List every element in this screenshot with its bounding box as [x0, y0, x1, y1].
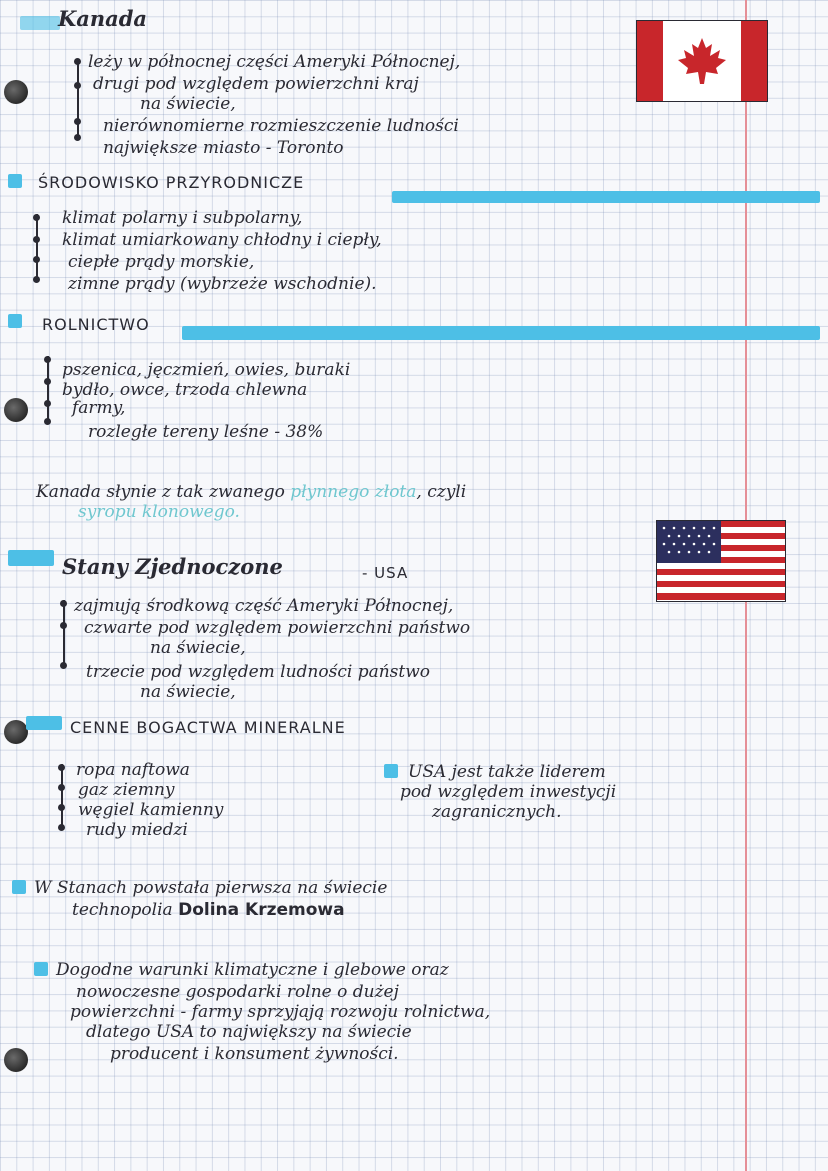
bullet [44, 378, 51, 385]
minerals-heading: CENNE BOGACTWA MINERALNE [70, 718, 346, 737]
bullet [58, 764, 65, 771]
punch-hole [4, 398, 28, 422]
section-marker [12, 880, 26, 894]
mineral-item: gaz ziemny [78, 780, 175, 800]
canada-line: nierównomierne rozmieszczenie ludności [103, 116, 459, 136]
agriculture-line: farmy, [72, 398, 126, 418]
agriculture-line: pszenica, jęczmień, owies, buraki [62, 360, 351, 380]
section-marker [8, 314, 22, 328]
bullet [44, 400, 51, 407]
environment-line: ciepłe prądy morskie, [68, 252, 255, 272]
bullet [44, 356, 51, 363]
bullet [33, 214, 40, 221]
heading-highlight [26, 716, 62, 730]
usa-line: na świecie, [140, 682, 236, 702]
bullet [58, 824, 65, 831]
agriculture-line: rozległe tereny leśne - 38% [88, 422, 324, 442]
syrup-line: syropu klonowego. [78, 502, 240, 522]
section-marker [8, 174, 22, 188]
silicon-text: technopolia [72, 900, 173, 920]
usa-line: zajmują środkową część Ameryki Północnej, [74, 596, 454, 616]
bullet [74, 58, 81, 65]
minerals-note: zagranicznych. [432, 802, 562, 822]
silicon-line [72, 902, 345, 919]
syrup-text: , czyli [416, 482, 467, 502]
silicon-line: W Stanach powstała pierwsza na świecie [34, 878, 388, 898]
minerals-note: USA jest także liderem [408, 762, 606, 782]
bullet-line [47, 356, 49, 422]
punch-hole [4, 80, 28, 104]
silicon-valley-name: Dolina Krzemowa [178, 900, 345, 920]
bullet-line [63, 600, 65, 664]
title-highlight [8, 550, 54, 566]
canada-line: na świecie, [140, 94, 236, 114]
canada-line: leży w północnej części Ameryki Północnej, [88, 52, 461, 72]
usa-title: Stany Zjednoczone [62, 554, 283, 579]
mineral-item: węgiel kamienny [78, 800, 224, 820]
punch-hole [4, 1048, 28, 1072]
usa-line: na świecie, [150, 638, 246, 658]
bullet [74, 118, 81, 125]
bullet-line [61, 764, 63, 828]
syrup-line [36, 484, 466, 501]
minerals-note: pod względem inwestycji [400, 782, 617, 802]
agriculture-heading: ROLNICTWO [42, 315, 150, 334]
usa-line: czwarte pod względem powierzchni państwo [84, 618, 471, 638]
environment-line: klimat polarny i subpolarny, [62, 208, 303, 228]
environment-line: zimne prądy (wybrzeże wschodnie). [68, 274, 377, 294]
bullet [58, 804, 65, 811]
bullet [58, 784, 65, 791]
heading-highlight [182, 326, 820, 340]
title-highlight [20, 16, 60, 30]
conditions-line: Dogodne warunki klimatyczne i glebowe oraz [56, 960, 449, 980]
usa-suffix: - USA [362, 564, 409, 582]
syrup-text: Kanada słynie z tak zwanego [36, 482, 285, 502]
bullet [33, 276, 40, 283]
bullet-line [36, 214, 38, 282]
section-marker [34, 962, 48, 976]
note-marker [384, 764, 398, 778]
bullet [44, 418, 51, 425]
canada-line: drugi pod względem powierzchni kraj [93, 74, 419, 94]
environment-line: klimat umiarkowany chłodny i ciepły, [62, 230, 382, 250]
bullet [74, 82, 81, 89]
bullet-line [77, 60, 79, 138]
usa-flag-icon [656, 520, 786, 602]
usa-line: trzecie pod względem ludności państwo [86, 662, 431, 682]
mineral-item: rudy miedzi [86, 820, 188, 840]
punch-hole [4, 720, 28, 744]
conditions-line: nowoczesne gospodarki rolne o dużej [76, 982, 399, 1002]
bullet [60, 662, 67, 669]
syrup-highlight-text: płynnego złota [290, 482, 417, 502]
bullet [60, 622, 67, 629]
environment-heading: ŚRODOWISKO PRZYRODNICZE [38, 173, 305, 192]
canada-flag-icon [636, 20, 768, 102]
bullet [33, 256, 40, 263]
conditions-line: producent i konsument żywności. [110, 1044, 399, 1064]
conditions-line: dlatego USA to największy na świecie [86, 1022, 412, 1042]
agriculture-line: bydło, owce, trzoda chlewna [62, 380, 308, 400]
mineral-item: ropa naftowa [76, 760, 190, 780]
heading-highlight [392, 191, 820, 203]
bullet [60, 600, 67, 607]
canada-line: największe miasto - Toronto [103, 138, 344, 158]
bullet [74, 134, 81, 141]
conditions-line: powierzchni - farmy sprzyjają rozwoju rolnictwa, [70, 1002, 491, 1022]
bullet [33, 236, 40, 243]
canada-title: Kanada [58, 6, 148, 31]
